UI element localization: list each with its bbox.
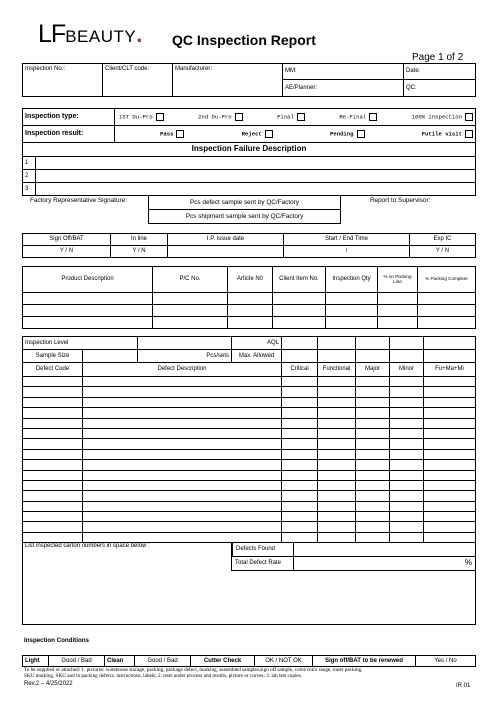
defect-cell[interactable] bbox=[318, 491, 356, 501]
defect-cell[interactable] bbox=[424, 387, 476, 397]
major-header: Major bbox=[356, 363, 390, 377]
inspection-level-value[interactable] bbox=[138, 337, 232, 350]
carton-table bbox=[22, 542, 476, 625]
defect-cell[interactable] bbox=[390, 460, 424, 470]
product-cell[interactable] bbox=[23, 293, 153, 305]
type-2nd-dupro-checkbox[interactable] bbox=[235, 113, 243, 121]
manufacturer-field[interactable] bbox=[173, 64, 283, 97]
info-table bbox=[22, 63, 476, 97]
defect-cell[interactable] bbox=[83, 512, 282, 522]
result-reject-checkbox[interactable] bbox=[265, 130, 273, 138]
product-cell[interactable] bbox=[418, 317, 476, 329]
signoff-value[interactable]: Y / N bbox=[23, 246, 111, 258]
client-item-no-header: Client Item No. bbox=[273, 267, 326, 293]
max-allowed-value[interactable] bbox=[282, 350, 318, 363]
product-cell[interactable] bbox=[273, 317, 326, 329]
defect-cell[interactable] bbox=[282, 491, 318, 501]
total-defect-rate-cell[interactable] bbox=[232, 557, 476, 571]
defect-cell[interactable] bbox=[282, 408, 318, 418]
table-row bbox=[23, 377, 476, 387]
ip-issue-date-header: I.P. issue date bbox=[168, 234, 284, 246]
type-2nd-dupro-label: 2nd Du-Pro bbox=[198, 113, 232, 121]
qc-label: QC: bbox=[406, 84, 417, 91]
clean-label: Clean bbox=[105, 656, 135, 667]
aql-value[interactable] bbox=[356, 337, 390, 350]
product-description-header: Product Description bbox=[23, 267, 153, 293]
defect-cell[interactable] bbox=[318, 512, 356, 522]
defect-cell[interactable] bbox=[318, 428, 356, 438]
mm-label: MM: bbox=[285, 68, 297, 75]
defect-cell[interactable] bbox=[356, 501, 390, 511]
defect-cell[interactable] bbox=[356, 522, 390, 532]
defect-cell[interactable] bbox=[23, 408, 83, 418]
failure-table bbox=[22, 142, 476, 196]
max-allowed-label: Max. Allowed bbox=[232, 350, 282, 363]
defect-cell[interactable] bbox=[390, 491, 424, 501]
max-allowed-value[interactable] bbox=[318, 350, 356, 363]
product-cell[interactable] bbox=[153, 293, 228, 305]
carton-list-area[interactable] bbox=[23, 571, 476, 625]
inspection-no-label: Inspection No.: bbox=[25, 66, 66, 72]
product-cell[interactable] bbox=[273, 293, 326, 305]
table-row bbox=[23, 491, 476, 501]
defect-cell[interactable] bbox=[282, 480, 318, 490]
client-code-label: Client/CLT code: bbox=[105, 66, 150, 72]
table-row bbox=[23, 439, 476, 449]
result-pending-checkbox[interactable] bbox=[357, 130, 365, 138]
defect-cell[interactable] bbox=[390, 377, 424, 387]
pcs-shipment-sample: Pcs shipment sample sent by QC/Factory bbox=[149, 210, 341, 224]
type-100-label: 100% inspection bbox=[411, 113, 462, 121]
defect-cell[interactable] bbox=[390, 418, 424, 428]
defect-cell[interactable] bbox=[318, 470, 356, 480]
page-title: QC Inspection Report bbox=[172, 32, 316, 48]
defect-cell[interactable] bbox=[23, 439, 83, 449]
defect-cell[interactable] bbox=[318, 480, 356, 490]
exp-ic-value[interactable]: Y / N bbox=[410, 246, 476, 258]
defect-cell[interactable] bbox=[83, 428, 282, 438]
result-futile-label: Futile visit bbox=[421, 130, 462, 138]
defect-cell[interactable] bbox=[23, 428, 83, 438]
result-pass-checkbox[interactable] bbox=[176, 130, 184, 138]
conditions-title: Inspection Conditions bbox=[24, 637, 89, 644]
defect-cell[interactable] bbox=[282, 470, 318, 480]
client-code-field[interactable] bbox=[103, 64, 173, 97]
defect-cell[interactable] bbox=[318, 377, 356, 387]
product-cell[interactable] bbox=[326, 305, 378, 317]
conditions-table bbox=[22, 655, 476, 667]
max-allowed-value[interactable] bbox=[356, 350, 390, 363]
type-100-checkbox[interactable] bbox=[465, 113, 473, 121]
defect-cell[interactable] bbox=[83, 449, 282, 459]
logo-beauty: BEAUTY bbox=[65, 27, 137, 46]
defect-cell[interactable] bbox=[83, 522, 282, 532]
defect-cell[interactable] bbox=[318, 439, 356, 449]
aql-value[interactable] bbox=[424, 337, 476, 350]
defect-cell[interactable] bbox=[23, 491, 83, 501]
failure-row-input[interactable] bbox=[36, 170, 476, 183]
defect-cell[interactable] bbox=[83, 377, 282, 387]
pc-no-header: P/C No. bbox=[153, 267, 228, 293]
company-logo bbox=[38, 20, 142, 49]
type-100-inspection[interactable] bbox=[412, 113, 473, 121]
product-cell[interactable] bbox=[228, 305, 273, 317]
defect-cell[interactable] bbox=[23, 387, 83, 397]
defect-cell[interactable] bbox=[318, 449, 356, 459]
max-allowed-value[interactable] bbox=[424, 350, 476, 363]
table-row bbox=[23, 522, 476, 532]
defect-cell[interactable] bbox=[424, 418, 476, 428]
manufacturer-label: Manufacturer: bbox=[175, 66, 213, 72]
products-table bbox=[22, 266, 476, 329]
minor-header: Minor bbox=[390, 363, 424, 377]
defect-cell[interactable] bbox=[23, 522, 83, 532]
defect-cell[interactable] bbox=[282, 428, 318, 438]
product-cell[interactable] bbox=[326, 293, 378, 305]
defect-cell[interactable] bbox=[282, 460, 318, 470]
product-cell[interactable] bbox=[273, 305, 326, 317]
failure-row-input[interactable] bbox=[36, 157, 476, 170]
defect-cell[interactable] bbox=[424, 439, 476, 449]
defect-cell[interactable] bbox=[356, 449, 390, 459]
pct-packing-complete-header: % Packing Complete bbox=[418, 267, 476, 293]
defect-cell[interactable] bbox=[424, 512, 476, 522]
defect-cell[interactable] bbox=[318, 408, 356, 418]
report-supervisor-label: Report to Supervisor: bbox=[370, 197, 431, 204]
sample-size-value[interactable] bbox=[83, 350, 138, 363]
inline-header: In line bbox=[111, 234, 168, 246]
defect-cell[interactable] bbox=[23, 397, 83, 407]
table-row bbox=[23, 460, 476, 470]
defects-found-label: Defects Found bbox=[232, 543, 294, 556]
ae-planner-label: AE/Planner: bbox=[285, 84, 318, 91]
pcs-defect-sample: Pcs defect sample sent by QC/Factory bbox=[149, 196, 341, 210]
defect-cell[interactable] bbox=[356, 387, 390, 397]
defect-cell[interactable] bbox=[23, 377, 83, 387]
defect-cell[interactable] bbox=[390, 397, 424, 407]
defect-cell[interactable] bbox=[282, 397, 318, 407]
table-row bbox=[23, 470, 476, 480]
inspection-result-label: Inspection result: bbox=[23, 126, 115, 143]
defect-cell[interactable] bbox=[356, 377, 390, 387]
product-cell[interactable] bbox=[326, 317, 378, 329]
signoff-renew-label: Sign off/BAT to be renewed bbox=[313, 656, 416, 667]
attachments-note-line2: SKU marking, SKU and in packing defects, instructions, labels; 2. tests under process and results, picture or curves; 3. lab test copies. bbox=[24, 673, 303, 679]
table-row bbox=[23, 449, 476, 459]
result-pending[interactable] bbox=[330, 130, 365, 138]
table-row bbox=[23, 418, 476, 428]
failure-row-number: 3 bbox=[23, 183, 36, 196]
defect-cell[interactable] bbox=[424, 397, 476, 407]
carton-list-area[interactable] bbox=[23, 557, 232, 571]
defect-cell[interactable] bbox=[282, 522, 318, 532]
product-cell[interactable] bbox=[23, 305, 153, 317]
result-pass-label: Pass bbox=[160, 130, 174, 138]
defects-found-cell[interactable] bbox=[232, 543, 476, 557]
table-row bbox=[23, 293, 476, 305]
aql-label: AQL bbox=[232, 337, 282, 350]
factory-signature-label: Factory Representative Signature: bbox=[30, 197, 127, 204]
ae-planner-field[interactable] bbox=[283, 79, 404, 96]
defect-cell[interactable] bbox=[356, 418, 390, 428]
defect-cell[interactable] bbox=[318, 387, 356, 397]
defect-cell[interactable] bbox=[282, 418, 318, 428]
type-1st-dupro[interactable] bbox=[119, 113, 164, 121]
defect-cell[interactable] bbox=[356, 460, 390, 470]
cutter-check-label: Cutter Check bbox=[191, 656, 255, 667]
result-futile-visit[interactable] bbox=[422, 130, 473, 138]
product-cell[interactable] bbox=[153, 317, 228, 329]
defect-cell[interactable] bbox=[390, 408, 424, 418]
aql-value[interactable] bbox=[282, 337, 318, 350]
defect-cell[interactable] bbox=[390, 522, 424, 532]
inspection-type-table bbox=[22, 108, 476, 143]
defect-cell[interactable] bbox=[23, 449, 83, 459]
defect-cell[interactable] bbox=[318, 397, 356, 407]
inspection-no-field[interactable] bbox=[23, 64, 103, 97]
failure-row-input[interactable] bbox=[36, 183, 476, 196]
defect-cell[interactable] bbox=[390, 449, 424, 459]
date-label: Date: bbox=[406, 68, 421, 75]
table-row bbox=[23, 501, 476, 511]
start-end-time-header: Start / End Time bbox=[284, 234, 410, 246]
percent-sign: % bbox=[464, 558, 472, 567]
start-end-time-value[interactable]: / bbox=[284, 246, 410, 258]
defect-cell[interactable] bbox=[83, 397, 282, 407]
result-reject[interactable] bbox=[242, 130, 273, 138]
product-cell[interactable] bbox=[418, 293, 476, 305]
product-cell[interactable] bbox=[23, 317, 153, 329]
table-row bbox=[23, 408, 476, 418]
defect-cell[interactable] bbox=[356, 491, 390, 501]
revision-label: Rev.2 – 4/25/2022 bbox=[24, 681, 73, 687]
product-cell[interactable] bbox=[418, 305, 476, 317]
type-final[interactable] bbox=[277, 113, 305, 121]
cutter-check-options[interactable]: OK / NOT OK bbox=[255, 656, 313, 667]
result-pending-label: Pending bbox=[330, 130, 354, 138]
exp-ic-header: Exp IC bbox=[410, 234, 476, 246]
defect-cell[interactable] bbox=[424, 408, 476, 418]
type-2nd-dupro[interactable] bbox=[198, 113, 243, 121]
signoff-header: Sign Off/BAT bbox=[23, 234, 111, 246]
defect-description-header: Defect Description bbox=[83, 363, 282, 377]
product-cell[interactable] bbox=[378, 317, 418, 329]
pcs-sets-label: Pcs/sets bbox=[138, 350, 232, 363]
signoff-renew-options[interactable]: Yes / No bbox=[416, 656, 476, 667]
defect-cell[interactable] bbox=[23, 480, 83, 490]
failure-title: Inspection Failure Description bbox=[23, 143, 476, 157]
defect-cell[interactable] bbox=[356, 512, 390, 522]
product-cell[interactable] bbox=[153, 305, 228, 317]
table-row bbox=[23, 512, 476, 522]
product-cell[interactable] bbox=[378, 305, 418, 317]
defect-cell[interactable] bbox=[282, 501, 318, 511]
ip-issue-date-value[interactable] bbox=[168, 246, 284, 258]
defect-cell[interactable] bbox=[424, 460, 476, 470]
defect-cell[interactable] bbox=[318, 501, 356, 511]
defect-cell[interactable] bbox=[424, 428, 476, 438]
defect-cell[interactable] bbox=[318, 418, 356, 428]
table-row bbox=[23, 428, 476, 438]
defect-cell[interactable] bbox=[390, 387, 424, 397]
defect-cell[interactable] bbox=[390, 501, 424, 511]
defect-cell[interactable] bbox=[424, 449, 476, 459]
result-futile-checkbox[interactable] bbox=[465, 130, 473, 138]
form-code: IR 01 bbox=[456, 683, 471, 689]
defect-cell[interactable] bbox=[282, 439, 318, 449]
article-no-header: Article N0 bbox=[228, 267, 273, 293]
defect-cell[interactable] bbox=[23, 418, 83, 428]
defect-code-header: Defect Code bbox=[23, 363, 83, 377]
table-row bbox=[23, 387, 476, 397]
defect-cell[interactable] bbox=[282, 449, 318, 459]
logo-lf: LF bbox=[38, 20, 66, 48]
defect-cell[interactable] bbox=[356, 408, 390, 418]
failure-row-number: 1 bbox=[23, 157, 36, 170]
defect-cell[interactable] bbox=[83, 460, 282, 470]
defect-cell[interactable] bbox=[424, 470, 476, 480]
pct-packing-line-header: % on Packing Line bbox=[378, 267, 418, 293]
defect-cell[interactable] bbox=[390, 470, 424, 480]
product-cell[interactable] bbox=[228, 317, 273, 329]
defect-cell[interactable] bbox=[83, 408, 282, 418]
defect-cell[interactable] bbox=[424, 522, 476, 532]
result-pass[interactable] bbox=[160, 130, 184, 138]
max-allowed-value[interactable] bbox=[390, 350, 424, 363]
total-col-header: Fu+Ma+Mi bbox=[424, 363, 476, 377]
defect-cell[interactable] bbox=[318, 522, 356, 532]
table-row bbox=[23, 397, 476, 407]
defect-cell[interactable] bbox=[356, 439, 390, 449]
result-reject-label: Reject bbox=[241, 130, 262, 138]
type-refinal-label: Re-Final bbox=[339, 113, 367, 121]
type-refinal[interactable] bbox=[339, 113, 377, 121]
defect-cell[interactable] bbox=[23, 460, 83, 470]
defect-cell[interactable] bbox=[356, 480, 390, 490]
defect-cell[interactable] bbox=[356, 428, 390, 438]
defect-table bbox=[22, 336, 476, 543]
defect-cell[interactable] bbox=[83, 439, 282, 449]
aql-value[interactable] bbox=[390, 337, 424, 350]
inspection-level-label: Inspection Level bbox=[23, 337, 138, 350]
defect-cell[interactable] bbox=[83, 470, 282, 480]
defect-cell[interactable] bbox=[424, 501, 476, 511]
table-row bbox=[23, 317, 476, 329]
page-number: Page 1 of 2 bbox=[412, 52, 464, 63]
type-1st-dupro-checkbox[interactable] bbox=[156, 113, 164, 121]
qc-field[interactable] bbox=[404, 79, 476, 96]
defect-cell[interactable] bbox=[356, 470, 390, 480]
mm-field[interactable] bbox=[283, 64, 404, 80]
defect-cell[interactable] bbox=[83, 480, 282, 490]
defect-cell[interactable] bbox=[83, 418, 282, 428]
attachments-note-line1: To be supplied or attached: 1. pictures: warehouse storage, packing, package defect, marking, assembled samples,sign off sample, color/color range, inner packing, bbox=[24, 667, 363, 673]
defect-cell[interactable] bbox=[83, 387, 282, 397]
defect-cell[interactable] bbox=[356, 397, 390, 407]
total-defect-rate-label: Total Defect Rate bbox=[232, 557, 294, 570]
sample-size-label: Sample Size bbox=[23, 350, 83, 363]
defect-cell[interactable] bbox=[282, 512, 318, 522]
defect-cell[interactable] bbox=[390, 439, 424, 449]
light-label: Light bbox=[23, 656, 49, 667]
type-final-label: Final bbox=[277, 113, 294, 121]
type-final-checkbox[interactable] bbox=[297, 113, 305, 121]
type-1st-dupro-label: 1ST Du-Pro bbox=[119, 113, 153, 121]
product-cell[interactable] bbox=[378, 293, 418, 305]
defect-cell[interactable] bbox=[424, 491, 476, 501]
inspection-qty-header: Inspection Qty bbox=[326, 267, 378, 293]
signoff-table bbox=[22, 233, 476, 258]
defect-cell[interactable] bbox=[390, 428, 424, 438]
critical-header: Critical bbox=[282, 363, 318, 377]
aql-value[interactable] bbox=[318, 337, 356, 350]
defect-cell[interactable] bbox=[83, 501, 282, 511]
table-row bbox=[23, 480, 476, 490]
type-refinal-checkbox[interactable] bbox=[369, 113, 377, 121]
defect-cell[interactable] bbox=[23, 512, 83, 522]
functional-header: Functional bbox=[318, 363, 356, 377]
product-cell[interactable] bbox=[228, 293, 273, 305]
logo-dot: . bbox=[136, 22, 143, 47]
defect-cell[interactable] bbox=[282, 387, 318, 397]
date-field[interactable] bbox=[404, 64, 476, 80]
defect-cell[interactable] bbox=[390, 512, 424, 522]
table-row bbox=[23, 305, 476, 317]
defect-cell[interactable] bbox=[318, 460, 356, 470]
sample-sent-table bbox=[148, 195, 341, 224]
defect-cell[interactable] bbox=[390, 480, 424, 490]
carton-note: List inspected carton numbers in space below : bbox=[23, 543, 232, 557]
light-options[interactable]: Good / Bad bbox=[49, 656, 105, 667]
defect-cell[interactable] bbox=[23, 501, 83, 511]
defect-cell[interactable] bbox=[424, 377, 476, 387]
defect-cell[interactable] bbox=[83, 491, 282, 501]
clean-options[interactable]: Good / Bad bbox=[135, 656, 191, 667]
defect-cell[interactable] bbox=[282, 377, 318, 387]
defect-cell[interactable] bbox=[424, 480, 476, 490]
failure-row-number: 2 bbox=[23, 170, 36, 183]
defect-cell[interactable] bbox=[23, 470, 83, 480]
inspection-type-label: Inspection type: bbox=[23, 109, 115, 126]
signature-rule bbox=[22, 195, 475, 196]
inline-value[interactable]: Y / N bbox=[111, 246, 168, 258]
